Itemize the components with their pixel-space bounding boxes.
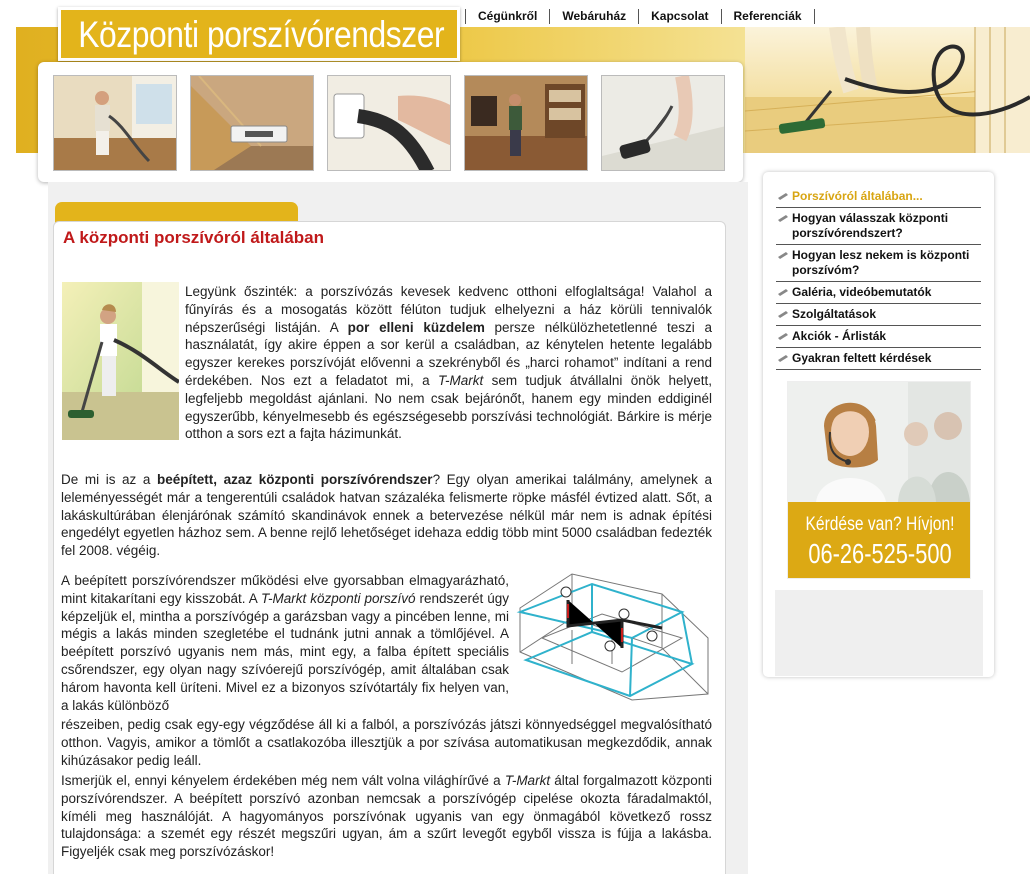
call-us-question: Kérdése van? Hívjon! xyxy=(805,514,955,535)
sidebar-item-choose[interactable] xyxy=(776,208,981,245)
definition-text-2: ? Egy olyan amerikai találmány, amelynek a leleményességét már a tengerentúli családok hatvan százaléka felismerte röpke másfél évtized alatt. Sőt, a lakáskultúrában élenjárónak számító skandinávok ennek a betervezése nélkül már nem is adnak építési engedélyt egyetlen házhoz sem. A benne rejlő lehetőséget idehaza eddig több mint 5000 családban fedezték fel 2008. végéig. xyxy=(61,472,712,559)
pencil-bullet-icon xyxy=(778,310,788,318)
top-navigation xyxy=(465,7,815,25)
hero-image xyxy=(745,27,1030,153)
sidebar-item-services[interactable] xyxy=(776,304,981,326)
call-center-photo xyxy=(788,382,971,502)
page-title: A központi porszívóról általában xyxy=(63,228,325,247)
phone-number[interactable]: 06-26-525-500 xyxy=(808,538,952,569)
sidebar-item-label: Galéria, videóbemutatók xyxy=(792,285,932,299)
pencil-bullet-icon xyxy=(778,192,788,200)
thumb-broom-outlet[interactable] xyxy=(190,75,314,171)
photo-strip xyxy=(38,62,743,182)
definition-bold: beépített, azaz központi porszívórendszer xyxy=(156,472,433,487)
principle-text-2: rendszerét úgy képzeljük el, mintha a porszívógép a garázsban vagy a pincében lenne, mi mégis a lakás minden szegletébe el tudnánk jutni annak a tömlőjével. A beépített porszívó ugyanis nem más, mint egy, a falba épített speciális csőrendszer, egy olyan nagy szívóerejű porszívógép, amit általában csak három havonta kell üríteni. Mivel ez a bizonyos szívótartály fix helyen van, a lakás különböző xyxy=(61,590,510,713)
benefits-text-1: Ismerjük el, ennyi kényelem érdekében még nem vált volna világhírűvé a xyxy=(61,773,505,788)
pencil-bullet-icon xyxy=(778,332,788,340)
principle-brand: T-Markt központi porszívó xyxy=(260,590,416,606)
intro-brand: T-Markt xyxy=(437,372,484,388)
sidebar-item-label: Hogyan válasszak központi porszívórendszert? xyxy=(792,211,949,240)
sidebar-menu xyxy=(776,186,981,370)
benefits-brand: T-Markt xyxy=(504,773,551,788)
sidebar-item-how-to-get[interactable] xyxy=(776,245,981,282)
intro-text-3: sem tudjuk átvállalni önök helyett, legfeljebb megoldást ajánlani. No nem csak bejárónőt, hanem egy minden eddiginél egyszerűbb, kényelmesebb és egészségesebb porszívási technológiát. Bárkire is mérje otthon a sors ezt a fajta házimunkát. xyxy=(185,372,712,442)
pencil-bullet-icon xyxy=(778,214,788,222)
sidebar-item-faq[interactable] xyxy=(776,348,981,370)
sidebar xyxy=(763,172,994,677)
intro-bold: por elleni küzdelem xyxy=(347,319,485,335)
article xyxy=(53,221,726,874)
site-title-banner[interactable] xyxy=(58,7,460,61)
sidebar-item-gallery[interactable] xyxy=(776,282,981,304)
nav-cegunkrol[interactable]: Cégünkről xyxy=(465,9,550,24)
nav-webaruhaz[interactable]: Webáruház xyxy=(550,9,639,24)
sidebar-item-offers[interactable] xyxy=(776,326,981,348)
sidebar-item-general[interactable] xyxy=(776,186,981,208)
thumb-hose-inlet[interactable] xyxy=(327,75,451,171)
intro-text-2: persze nélkülözhetetlenné teszi a használatát, így akire éppen a sor kerül a családban, az kénytelen hetente legalább egyszer kerekes porszívóját elővenni a szekrényből és „harci rohamot” indítani a rend érdekében. Nos ezt a feladatot mi, a xyxy=(185,319,712,388)
nav-kapcsolat[interactable]: Kapcsolat xyxy=(639,9,721,24)
site-title: Központi porszívórendszer xyxy=(78,14,445,55)
sidebar-item-label: Szolgáltatások xyxy=(792,307,877,321)
house-pipe-diagram xyxy=(512,568,712,702)
vacuuming-woman-photo xyxy=(62,282,179,440)
principle-continued-paragraph: részeiben, pedig csak egy-egy végződése áll ki a falból, a porszívózás játszi könnyedséggel megvalósítható otthon. Vagyis, amikor a tömlőt a csatlakozóba illesztjük a por szívása automatikusan megkezdődik, annak kihúzásakor pedig leáll. xyxy=(61,717,712,768)
sidebar-empty-panel xyxy=(775,590,983,676)
intro-text-1: Legyünk őszinték: a porszívózás kevesek kedvenc otthoni elfoglaltsága! Valahol a fűnyírás és a mosogatás között félúton tudjuk elhelyezni a ház körüli tennivalók népszerűségi listáján. A xyxy=(185,284,712,335)
pencil-bullet-icon xyxy=(778,354,788,362)
principle-paragraph xyxy=(61,572,509,714)
sidebar-item-label: Porszívóról általában... xyxy=(792,189,923,203)
call-us-banner[interactable] xyxy=(787,381,971,579)
benefits-paragraph xyxy=(61,772,712,861)
benefits-text-2: által forgalmazott központi porszívórendszer. A beépített porszívó azonban nemcsak a porszívógép cipelése okozta fáradalmaktól, kíméli meg használóját. A hagyományos porszívónak ugyanis van egy önmagából következő rossz tulajdonsága: a szemét egy részét megszűri ugyan, ám a szűrt levegőt egyből vissza is fújja a lakásba. Figyeljék csak meg porszívózáskor! xyxy=(61,773,712,860)
definition-paragraph xyxy=(61,471,712,560)
nav-referenciak[interactable]: Referenciák xyxy=(722,9,815,24)
principle-text-1: A beépített porszívórendszer működési elve gyorsabban elmagyarázható, mint kitakarítani egy kisszobát. A xyxy=(61,573,509,606)
intro-paragraph xyxy=(185,283,712,443)
definition-text-1: De mi is az a xyxy=(61,472,157,487)
thumb-woman-vacuuming[interactable] xyxy=(53,75,177,171)
thumb-living-room[interactable] xyxy=(464,75,588,171)
sidebar-item-label: Gyakran feltett kérdések xyxy=(792,351,932,365)
thumb-carpet-vacuum[interactable] xyxy=(601,75,725,171)
sidebar-item-label: Akciók - Árlisták xyxy=(792,329,887,343)
pencil-bullet-icon xyxy=(778,251,788,259)
call-us-band xyxy=(788,502,971,579)
pencil-bullet-icon xyxy=(778,288,788,296)
sidebar-item-label: Hogyan lesz nekem is központi porszívóm? xyxy=(792,248,970,277)
